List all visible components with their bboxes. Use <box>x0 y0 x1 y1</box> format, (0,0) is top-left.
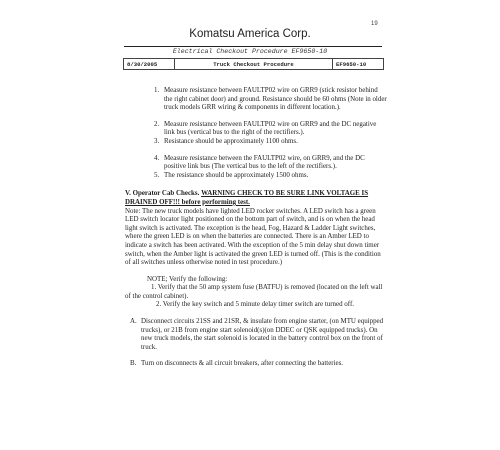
step-text: Resistance should be approximately 1100 ohms. <box>164 136 298 145</box>
step-number: 5. <box>154 170 160 179</box>
lettered-item-b <box>130 359 387 368</box>
header-table <box>123 58 384 70</box>
step-1 <box>154 86 387 112</box>
step-number: 4. <box>154 153 160 162</box>
header-doc-id: EF9650-10 <box>333 59 384 70</box>
led-note: Note: The new truck models have lighted LED rocker switches. A LED switch has a green LED switch locator light positioned on the bottom part of switch, and is on when the head light switch is activated. The exception is the head, Fog, Hazard & Ladder Light switches, where the green LED is on when the batteries are connected. There is an Amber LED to indicate a switch has been activated. With the exception of the 5 min delay shut down timer switch, when the Amber light is activated the green LED is turned off. (This is the condition of all switches unless otherwise noted in test procedure.) <box>125 206 381 267</box>
header-title: Truck Checkout Procedure <box>175 59 333 70</box>
item-text: Disconnect circuits 21SS and 21SR, & insulate from engine starter, (on MTU equipped trucks), or 21B from engine start solenoid(s)(on DDEC or QSK equipped trucks). On new truck models, the start solenoid is located in the battery control box on the front of truck. <box>141 317 384 351</box>
step-number: 3. <box>154 136 160 145</box>
step-text: Measure resistance between FAULTP02 wire on GRR9 (stick resistor behind the right cabinet door) and ground. Resistance should be 60 ohms (Note in older truck models GRR wiring & components in different location.). <box>164 86 387 112</box>
step-5 <box>154 171 387 180</box>
warning-text: WARNING CHECK TO BE SURE LINK VOLTAGE IS DRAINED OFF!!! before performing test. <box>125 189 369 206</box>
item-text: Turn on disconnects & all circuit breakers, after connecting the batteries. <box>141 359 344 368</box>
step-text: Measure resistance between FAULTP02 wire on GRR9 and the DC negative link bus (vertical bus to the right of the rectifiers.). <box>164 119 377 137</box>
step-2 <box>154 120 387 137</box>
document-subtitle: Electrical Checkout Procedure EF9650-10 <box>172 48 328 55</box>
page-number: 19 <box>371 21 378 27</box>
step-number: 1. <box>154 86 160 94</box>
document-body <box>125 86 387 368</box>
step-text: The resistance should be approximately 1500 ohms. <box>164 170 309 179</box>
step-4 <box>154 154 387 171</box>
operator-cab-section <box>125 189 387 206</box>
item-label: B. <box>130 359 137 368</box>
header-rule <box>124 46 382 47</box>
verify-heading: NOTE; Verify the following: <box>147 274 228 283</box>
item-label: A. <box>130 317 137 326</box>
step-number: 2. <box>154 119 160 128</box>
section-title: V. Operator Cab Checks. <box>125 189 200 198</box>
company-name: Komatsu America Corp. <box>189 28 311 40</box>
step-3 <box>154 137 387 146</box>
step-text: Measure resistance between the FAULTP02 wire, on GRR9, and the DC positive link bus (The vertical bus to the left of the rectifiers.). <box>164 153 365 171</box>
lettered-item-a <box>130 317 387 351</box>
header-date: 8/30/2005 <box>124 59 175 70</box>
verify-item-1: 1. Verify that the 50 amp system fuse (BATFU) is removed (located on the left wall of the control cabinet). <box>125 283 383 300</box>
verify-item-2: 2. Verify the key switch and 5 minute delay timer switch are turned off. <box>156 300 354 309</box>
